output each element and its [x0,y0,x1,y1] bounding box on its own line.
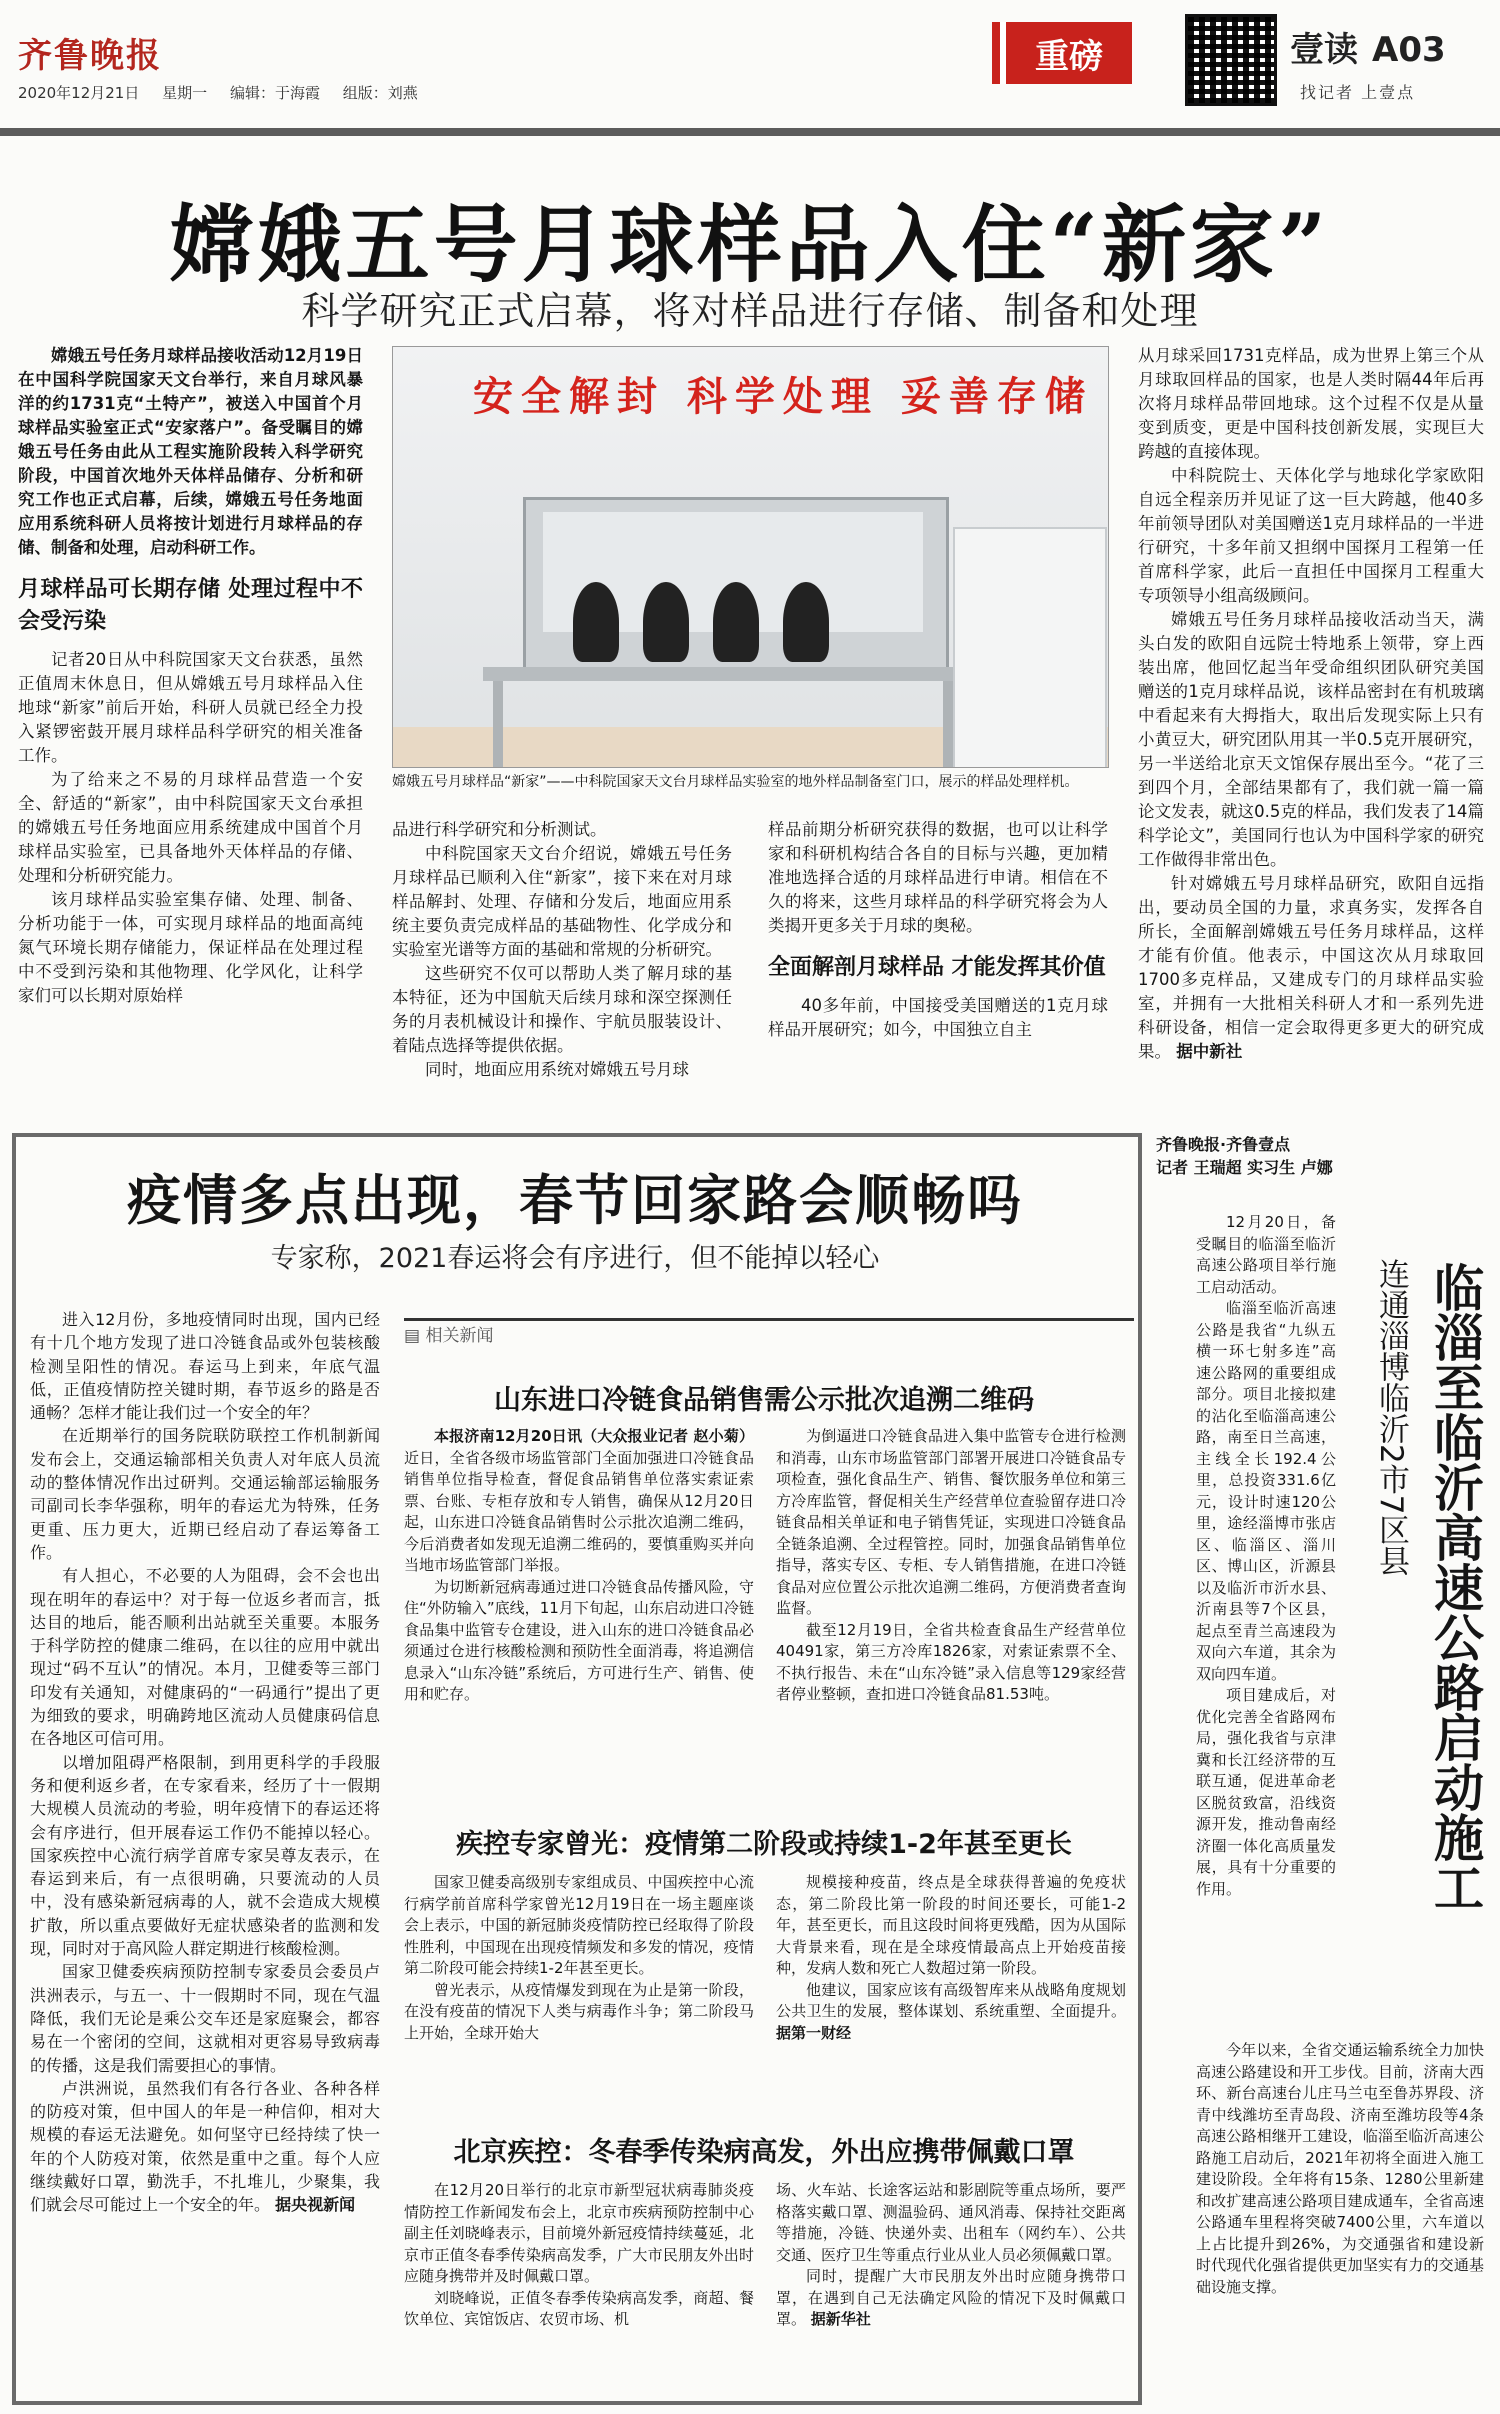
story2-paragraph: 有人担心，不必要的人为阻碍，会不会也出现在明年的春运中？对于每一位返乡者而言，抵达目的地后，能否顺利出站就至关重要。本服务于科学防控的健康二维码，在以往的应用中就出现过“码不互认”的情况。本月，卫健委等三部门印发有关通知，对健康码的“一码通行”提出了更为细致的要求，明确跨地区流动人员健康码信息在各地区可信可用。 [30,1566,380,1749]
side-paragraph: 今年以来，全省交通运输系统全力加快高速公路建设和开工步伐。目前，济南大西环、新台高速台儿庄马兰屯至鲁苏界段、济青中线潍坊至青岛段、济南至潍坊段等4条高速公路相继开工建设，临淄至临沂高速公路施工启动后，2021年初将全面进入施工建设阶段。全年将有15条、1280公里新建和改扩建高速公路项目建成通车，全省高速公路通车里程将突破7400公里，六车道以上占比提升到26%，为交通强省和建设新时代现代化强省提供更加坚实有力的交通基础设施支撑。 [1196,2041,1484,2296]
headline-epidemic: 疫情多点出现，春节回家路会顺畅吗 [127,1168,1023,1232]
side-byline [1156,1133,1492,1179]
news1-column-2 [776,1426,1126,1706]
story1-paragraph: 该月球样品实验室集存储、处理、制备、分析功能于一体，可实现月球样品的地面高纯氮气环境长期存储能力，保证样品在处理过程中不受到污染和其他物理、化学风化，让科学家们可以长期对原始样 [18,890,363,1005]
story1-paragraph: 40多年前，中国接受美国赠送的1克月球样品开展研究；如今，中国独立自主 [768,996,1108,1039]
news3-paragraph: 场、火车站、长途客运站和影剧院等重点场所，要严格落实戴口罩、测温验码、通风消毒、保持社交距离等措施，冷链、快递外卖、出租车（网约车）、公共交通、医疗卫生等重点行业从业人员必须佩戴口罩。 [776,2181,1126,2264]
story1-paragraph: 针对嫦娥五号月球样品研究，欧阳自远指出，要动员全国的力量，求真务实，发挥各自所长，全面解剖嫦娥五号任务月球样品，这样才能有价值。他表示，中国这次从月球取回1700多克样品，又建成专门的月球样品实验室，并拥有一大批相关科研人才和一系列先进科研设备，相信一定会取得更多更大的研究成果。 据中新社 [1138,874,1484,1061]
lab-photo [392,346,1109,768]
news3-column-2 [776,2180,1126,2331]
story1-lead: 嫦娥五号任务月球样品接收活动12月19日在中国科学院国家天文台举行，来自月球风暴洋的约1731克“土特产”，被送入中国首个月球样品实验室正式“安家落户”。备受瞩目的嫦娥五号任务由此从工程实施阶段转入科学研究阶段，中国首次地外天体样品储存、分析和研究工作也正式启幕，后续，嫦娥五号任务地面应用系统科研人员将按计划进行月球样品的存储、制备和处理，启动科研工作。 [18,346,363,557]
news3-paragraph: 同时，提醒广大市民朋友外出时应随身携带口罩，在遇到自己无法确定风险的情况下及时佩戴口罩。 据新华社 [776,2267,1126,2328]
page-number: A03 [1372,30,1446,70]
side-headline: 临淄至临沂高速公路启动施工 [1426,1262,1485,1912]
section-slogan: 找记者 上壹点 [1300,83,1416,102]
side-column-wide [1196,2040,1484,2298]
story2-paragraph: 以增加阻碍严格限制，到用更科学的手段服务和便利返乡者，在专家看来，经历了十一假期大规模人员流动的考验，明年疫情下的春运还将会有序进行，但开展春运工作仍不能掉以轻心。国家疾控中心流行病学首席专家吴尊友表示，在春运到来后，有一点很明确，只要流动的人员中，没有感染新冠病毒的人，就不会造成大规模扩散，所以重点要做好无症状感染者的监测和发现，同时对于高风险人群定期进行核酸检测。 [30,1752,380,1959]
story1-paragraph: 为了给来之不易的月球样品营造一个安全、舒适的“新家”，由中科院国家天文台承担的嫦娥五号任务地面应用系统建成中国首个月球样品实验室，已具备地外天体样品的存储、处理和分析研究能力。 [18,770,363,885]
story1-paragraph: 从月球采回1731克样品，成为世界上第三个从月球取回样品的国家，也是人类时隔44年后再次将月球样品带回地球。这个过程不仅是从量变到质变，更是中国科技创新发展，实现巨大跨越的直接体现。 [1138,346,1484,461]
header-rule [0,128,1500,136]
news1-paragraph: 为切断新冠病毒通过进口冷链食品传播风险，守住“外防输入”底线，11月下旬起，山东启动进口冷链食品集中监管专仓建设，进入山东的进口冷链食品必须通过仓进行核酸检测和预防性全面消毒，将追溯信息录入“山东冷链”系统后，方可进行生产、销售、使用和贮存。 [404,1577,754,1703]
news1-paragraph: 本报济南12月20日讯（大众报业记者 赵小菊）近日，全省各级市场监管部门全面加强进口冷链食品销售单位指导检查，督促食品销售单位落实索证索票、台账、专柜存放和专人销售，确保从12月20日起，山东进口冷链食品销售时公示批次追溯二维码，今后消费者如发现无追溯二维码的，要慎重购买并向当地市场监管部门举报。 [404,1427,754,1574]
news2-column-1 [404,1872,754,2044]
issue-date: 2020年12月21日 [18,84,140,102]
section-title [1290,22,1446,71]
news1-column-1 [404,1426,754,1706]
story1-paragraph: 中科院国家天文台介绍说，嫦娥五号任务月球样品已顺利入住“新家”，接下来在对月球样品解封、处理、存储和分发后，地面应用系统主要负责完成样品的基础物性、化学成分和实验室光谱等方面的基础和常规的分析研究。 [392,844,732,959]
news2-paragraph: 他建议，国家应该有高级智库来从战略角度规划公共卫生的发展，整体谋划、系统重塑、全面提升。 据第一财经 [776,1980,1126,2042]
story1-column-3 [768,818,1108,1042]
story1-subhead-2: 全面解剖月球样品 才能发挥其价值 [768,955,1106,980]
news1-title: 山东进口冷链食品销售需公示批次追溯二维码 [494,1385,1034,1416]
story1-paragraph: 品进行科学研究和分析测试。 [392,820,607,839]
news3-column-1 [404,2180,754,2331]
story1-source: 据中新社 [1176,1042,1243,1061]
side-subheadline: 连通淄博临沂2市7区县 [1373,1258,1409,1577]
news2-paragraph: 曾光表示，从疫情爆发到现在为止是第一阶段，在没有疫苗的情况下人类与病毒作斗争；第二阶段马上开始，全球开始大 [404,1980,754,2042]
news1-paragraph: 为倒逼进口冷链食品进入集中监管专仓进行检测和消毒，山东市场监管部门部署开展进口冷链食品专项检查，强化食品生产、销售、餐饮服务单位和第三方冷库监管，督促相关生产经营单位查验留存进口冷链食品相关单证和电子销售凭证，实现进口冷链食品全链条追溯、全过程管控。同时，加强食品销售单位指导，落实专区、专柜、专人销售措施，在进口冷链食品对应位置公示批次追溯二维码，方便消费者查询监督。 [776,1427,1126,1617]
news3-title: 北京疾控：冬春季传染病高发，外出应携带佩戴口罩 [453,2137,1075,2168]
headline-epidemic-subtitle: 专家称，2021春运将会有序进行，但不能掉以轻心 [270,1243,880,1274]
issue-design: 组版：刘燕 [342,84,418,102]
story2-paragraph: 国家卫健委疾病预防控制专家委员会委员卢洪洲表示，与五一、十一假期时不同，现在气温降低，我们无论是乘公交车还是家庭聚会，都容易在一个密闭的空间，这就相对更容易导致病毒的传播，这是我们需要担心的事情。 [30,1962,380,2075]
headline-main-subtitle: 科学研究正式启幕，将对样品进行存储、制备和处理 [301,289,1199,333]
news2-paragraph: 国家卫健委高级别专家组成员、中国疾控中心流行病学前首席科学家曾光12月19日在一场主题座谈会上表示，中国的新冠肺炎疫情防控已经取得了阶段性胜利，中国现在出现疫情频发和多发的情况，疫情第二阶段可能会持续1-2年甚至更长。 [404,1873,754,1977]
story1-paragraph: 中科院院士、天体化学与地球化学家欧阳自远全程亲历并见证了这一巨大跨越，他40多年前领导团队对美国赠送1克月球样品的一半进行研究，十多年前又担纲中国探月工程第一任首席科学家，此后一直担任中国探月工程重大专项领导小组高级顾问。 [1138,466,1484,605]
story2-paragraph: 在近期举行的国务院联防联控工作机制新闻发布会上，交通运输部相关负责人对年底人员流动的整体情况作出过研判。交通运输部运输服务司副司长李华强称，明年的春运尤为特殊，任务更重、压力更大，近期已经启动了春运筹备工作。 [30,1426,380,1562]
story2-column [30,1308,380,2217]
side-outlet: 齐鲁晚报·齐鲁壹点 [1156,1135,1291,1154]
side-reporters: 记者 王瑞超 实习生 卢娜 [1156,1158,1333,1177]
news2-column-2 [776,1872,1126,2044]
story1-column-2 [392,818,732,1082]
story1-paragraph: 这些研究不仅可以帮助人类了解月球的基本特征，还为中国航天后续月球和深空探测任务的月表机械设计和操作、宇航员服装设计、着陆点选择等提供依据。 [392,964,732,1055]
newspaper-logo: 齐鲁晚报 [18,36,162,76]
related-news-icon: ▤ [404,1326,421,1346]
side-paragraph: 临淄至临沂高速公路是我省“九纵五横一环七射多连”高速公路网的重要组成部分。项目北接拟建的沾化至临淄高速公路，南至日兰高速，主线全长192.4公里，总投资331.6亿元，设计时速120公里，途经淄博市张店区、临淄区、淄川区、博山区，沂源县以及临沂市沂水县、沂南县等7个区县，起点至青兰高速段为双向六车道，其余为双向四车道。 [1196,1299,1336,1683]
news1-paragraph: 截至12月19日，全省共检查食品生产经营单位40491家，第三方冷库1826家，对索证索票不全、不执行报告、未在“山东冷链”录入信息等129家经营者停业整顿，查扣进口冷链食品81.53吨。 [776,1620,1126,1703]
qr-code-icon[interactable] [1185,14,1277,106]
issue-meta [18,82,436,103]
side-paragraph: 项目建成后，对优化完善全省路网布局，强化我省与京津冀和长江经济带的互联互通，促进革命老区脱贫致富，沿线资源开发，推动鲁南经济圈一体化高质量发展，具有十分重要的作用。 [1196,1686,1336,1898]
story1-paragraph: 样品前期分析研究获得的数据，也可以让科学家和科研机构结合各自的目标与兴趣，更加精准地选择合适的月球样品进行申请。相信在不久的将来，这些月球样品的科学研究将会为人类揭开更多关于月球的奥秘。 [768,820,1108,935]
photo-caption: 嫦娥五号月球样品“新家”——中科院国家天文台月球样品实验室的地外样品制备室门口，展示的样品处理样机。 [392,774,1079,790]
news2-title: 疾控专家曾光：疫情第二阶段或持续1-2年甚至更长 [456,1829,1072,1860]
story2-source: 据央视新闻 [275,2195,356,2215]
news2-source: 据第一财经 [776,2023,852,2042]
story1-paragraph: 记者20日从中科院国家天文台获悉，虽然正值周末休息日，但从嫦娥五号月球样品入住地球“新家”前后开始，科研人员就已经全力投入紧锣密鼓开展月球样品科学研究的相关准备工作。 [18,650,363,765]
side-column-narrow [1196,1212,1336,1900]
story2-paragraph: 卢洪洲说，虽然我们有各行各业、各种各样的防疫对策，但中国人的年是一种信仰，相对大规模的春运无法避免。如何坚守已经持续了快一年的个人防疫对策，依然是重中之重。每个人应继续戴好口罩，勤洗手，不扎堆儿，少聚集，我们就会尽可能过上一个安全的年。 据央视新闻 [30,2078,380,2215]
story2-paragraph: 进入12月份，多地疫情同时出现，国内已经有十几个地方发现了进口冷链食品或外包装核酸检测呈阳性的情况。春运马上到来，年底气温低，正值疫情防控关键时期，春节返乡的路是否通畅？怎样才能让我们过一个安全的年？ [30,1310,380,1423]
story1-paragraph: 同时，地面应用系统对嫦娥五号月球 [425,1060,689,1079]
news3-paragraph: 在12月20日举行的北京市新型冠状病毒肺炎疫情防控工作新闻发布会上，北京市疾病预防控制中心副主任刘晓峰表示，目前境外新冠疫情持续蔓延，北京市正值冬春季传染病高发季，广大市民朋友外出时应随身携带并及时佩戴口罩。 [404,2181,754,2285]
story1-column-1 [18,344,363,1008]
photo-banner-text: 安全解封 科学处理 妥善存储 [473,374,1093,420]
section-tag: 重磅 [1000,22,1132,84]
story1-paragraph: 嫦娥五号任务月球样品接收活动当天，满头白发的欧阳自远院士特地系上领带，穿上西装出席，他回忆起当年受命组织团队研究美国赠送的1克月球样品说，该样品密封在有机玻璃中看起来有大拇指大，取出后发现实际上只有小黄豆大，研究团队用其一半0.5克开展研究，另一半送给北京天文馆保存展出至今。“花了三到四个月，全部结果都有了，我们就一篇一篇论文发表，就这0.5克的样品，我们发表了14篇科学论文”，美国同行也认为中国科学家的研究工作做得非常出色。 [1138,610,1484,869]
news3-paragraph: 刘晓峰说，正值冬春季传染病高发季，商超、餐饮单位、宾馆饭店、农贸市场、机 [404,2288,754,2328]
section-name: 壹读 [1290,30,1358,70]
news2-paragraph: 规模接种疫苗，终点是全球获得普遍的免疫状态，第二阶段比第一阶段的时间还要长，可能1-2年，甚至更长，而且这段时间将更残酷，因为从国际大背景来看，现在是全球疫情最高点上开始疫苗接种，发病人数和死亡人数超过第一阶段。 [776,1873,1126,1977]
story1-subhead-1: 月球样品可长期存储 处理过程中不会受污染 [18,577,363,634]
side-paragraph: 12月20日，备受瞩目的临淄至临沂高速公路项目举行施工启动活动。 [1196,1213,1336,1296]
story1-column-4 [1138,344,1484,1064]
news3-source: 据新华社 [810,2310,871,2328]
issue-weekday: 星期一 [162,84,208,102]
related-news-label: ▤ 相关新闻 [404,1318,1134,1347]
issue-editor: 编辑：于海霞 [229,84,320,102]
headline-main: 嫦娥五号月球样品入住“新家” [169,195,1331,294]
